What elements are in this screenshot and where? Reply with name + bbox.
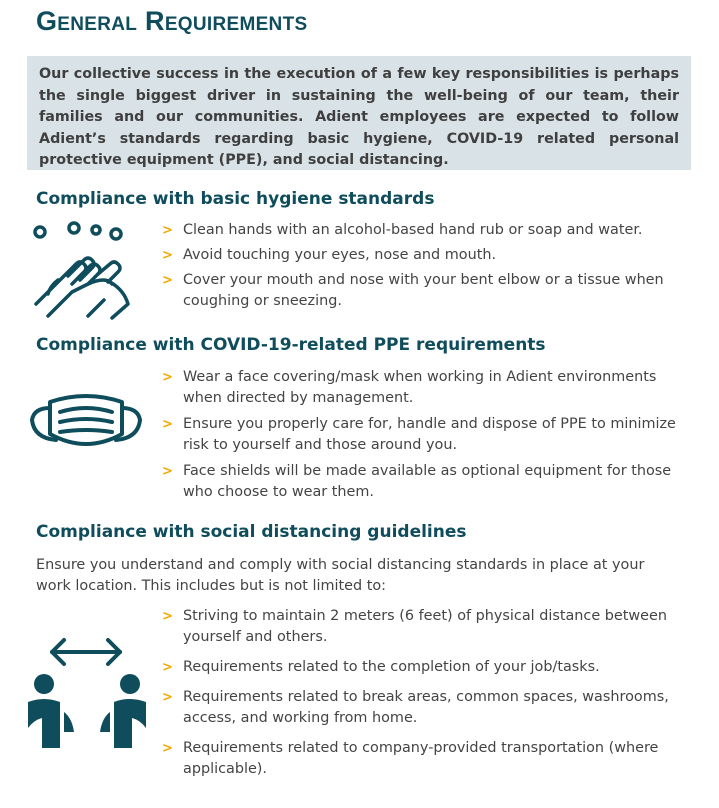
intro-box: Our collective success in the execution of a few key responsibilities is perhaps the single biggest driver in sustaining the well-being of our team, their families and our communities. Adient employees are expected to follow Adient’s standards regarding basic hygiene, COVID-19 related personal protective equipment (PPE), and social distancing. [27,56,691,170]
face-mask-icon [26,388,146,458]
chevron-right-icon: > [162,223,173,238]
bullet-list-ppe [162,367,682,503]
chevron-right-icon: > [162,464,173,479]
hand-washing-icon [28,220,138,320]
chevron-right-icon: > [162,690,173,705]
section-heading-hygiene: Compliance with basic hygiene standards [36,189,435,209]
chevron-right-icon: > [162,417,173,432]
chevron-right-icon: > [162,741,173,756]
section-heading-distancing: Compliance with social distancing guidelines [36,522,467,542]
list-item: > Avoid touching your eyes, nose and mouth. [162,245,682,266]
list-item: > Requirements related to the completion of your job/tasks. [162,657,682,678]
chevron-right-icon: > [162,248,173,263]
list-item: > Ensure you properly care for, handle and dispose of PPE to minimize risk to yourself and those around you. [162,416,676,453]
list-item: > Requirements related to break areas, common spaces, washrooms, access, and working from home. [162,689,669,726]
section-heading-ppe: Compliance with COVID-19-related PPE requirements [36,335,546,355]
chevron-right-icon: > [162,370,173,385]
social-distancing-icon [22,628,152,748]
list-item: > Wear a face covering/mask when working in Adient environments when directed by management. [162,369,657,406]
list-item: > Cover your mouth and nose with your bent elbow or a tissue when coughing or sneezing. [162,272,664,309]
list-item: > Face shields will be made available as optional equipment for those who choose to wear them. [162,463,672,500]
bullet-list-hygiene [162,220,682,312]
chevron-right-icon: > [162,273,173,288]
list-item: > Requirements related to company-provided transportation (where applicable). [162,740,659,777]
list-item: > Clean hands with an alcohol-based hand rub or soap and water. [162,220,682,241]
chevron-right-icon: > [162,660,173,675]
bullet-list-distancing [162,606,682,780]
page-title: General Requirements [36,6,308,36]
list-item: > Striving to maintain 2 meters (6 feet) of physical distance between yourself and others. [162,608,667,645]
chevron-right-icon: > [162,609,173,624]
distancing-intro: Ensure you understand and comply with social distancing standards in place at your work location. This includes but is not limited to: [36,557,645,594]
